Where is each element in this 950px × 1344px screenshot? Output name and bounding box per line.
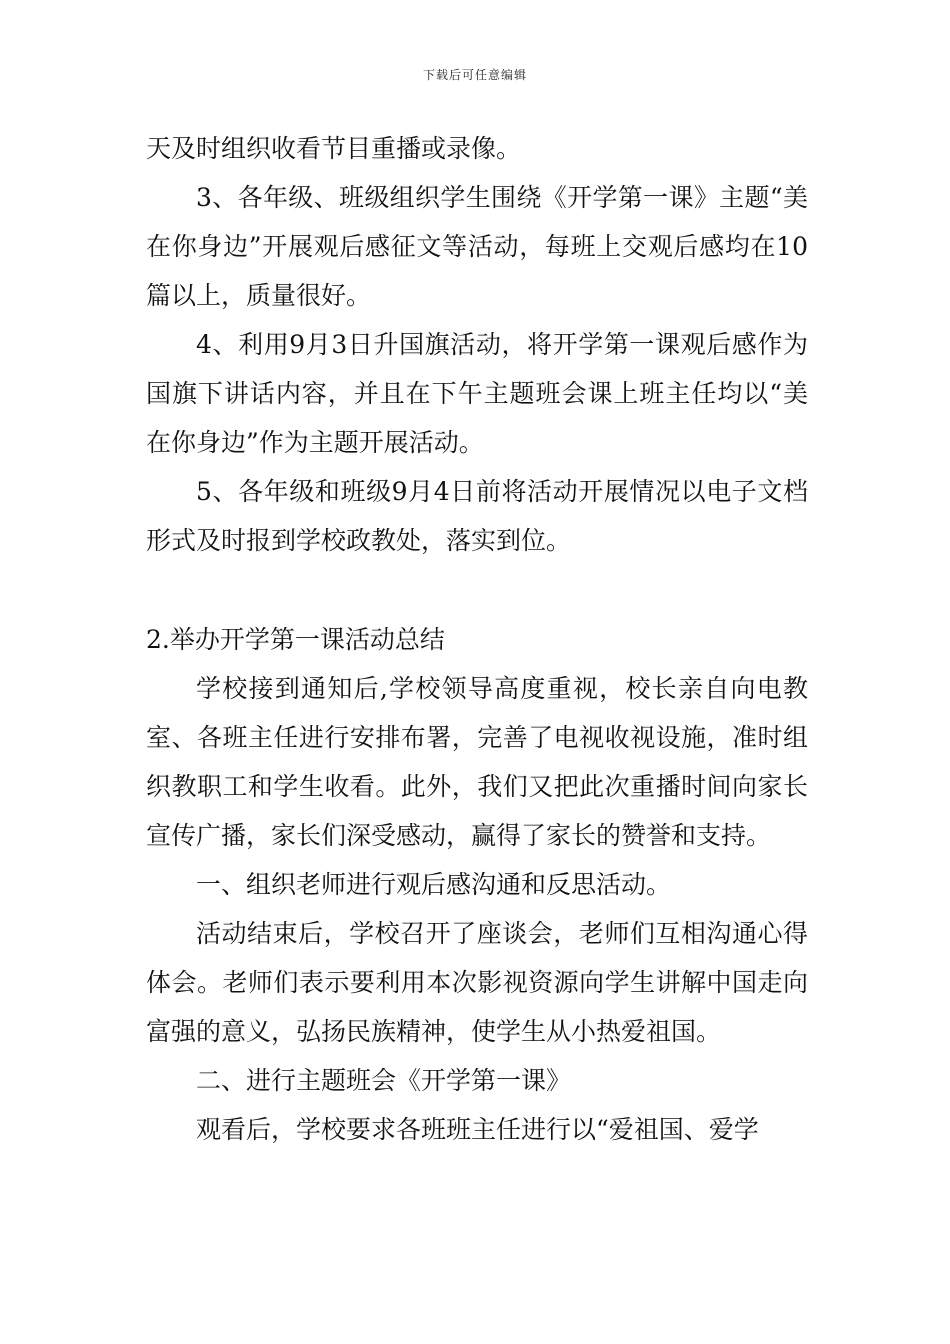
paragraph-intro: 学校接到通知后,学校领导高度重视，校长亲自向电教室、各班主任进行安排布署，完善了电视收视设施，准时组织教职工和学生收看。此外，我们又把此次重播时间向家长宣传广播，家长们深受感动，赢得了家长的赞誉和支持。 [146,674,808,850]
paragraph-continuation: 天及时组织收看节目重播或录像。 [146,134,522,163]
paragraph-item-5: 5、各年级和班级9月4日前将活动开展情况以电子文档形式及时报到学校政教处，落实到位。 [146,477,808,555]
document-body [146,124,808,1154]
paragraph-item-3: 3、各年级、班级组织学生围绕《开学第一课》主题“美在你身边”开展观后感征文等活动，每班上交观后感均在10篇以上，质量很好。 [146,183,808,310]
section-heading: 2.举办开学第一课活动总结 [146,625,445,654]
subheading-one: 一、组织老师进行观后感沟通和反思活动。 [196,870,672,899]
subheading-two: 二、进行主题班会《开学第一课》 [196,1066,572,1095]
page-header: 下载后可任意编辑 [422,68,527,82]
paragraph-class-meeting: 观看后，学校要求各班班主任进行以“爱祖国、爱学 [196,1115,759,1144]
section-gap [146,565,808,615]
paragraph-activity: 活动结束后，学校召开了座谈会，老师们互相沟通心得体会。老师们表示要利用本次影视资源向学生讲解中国走向富强的意义，弘扬民族精神，使学生从小热爱祖国。 [146,919,808,1046]
paragraph-item-4: 4、利用9月3日升国旗活动，将开学第一课观后感作为国旗下讲话内容，并且在下午主题班会课上班主任均以“美在你身边”作为主题开展活动。 [146,330,808,457]
